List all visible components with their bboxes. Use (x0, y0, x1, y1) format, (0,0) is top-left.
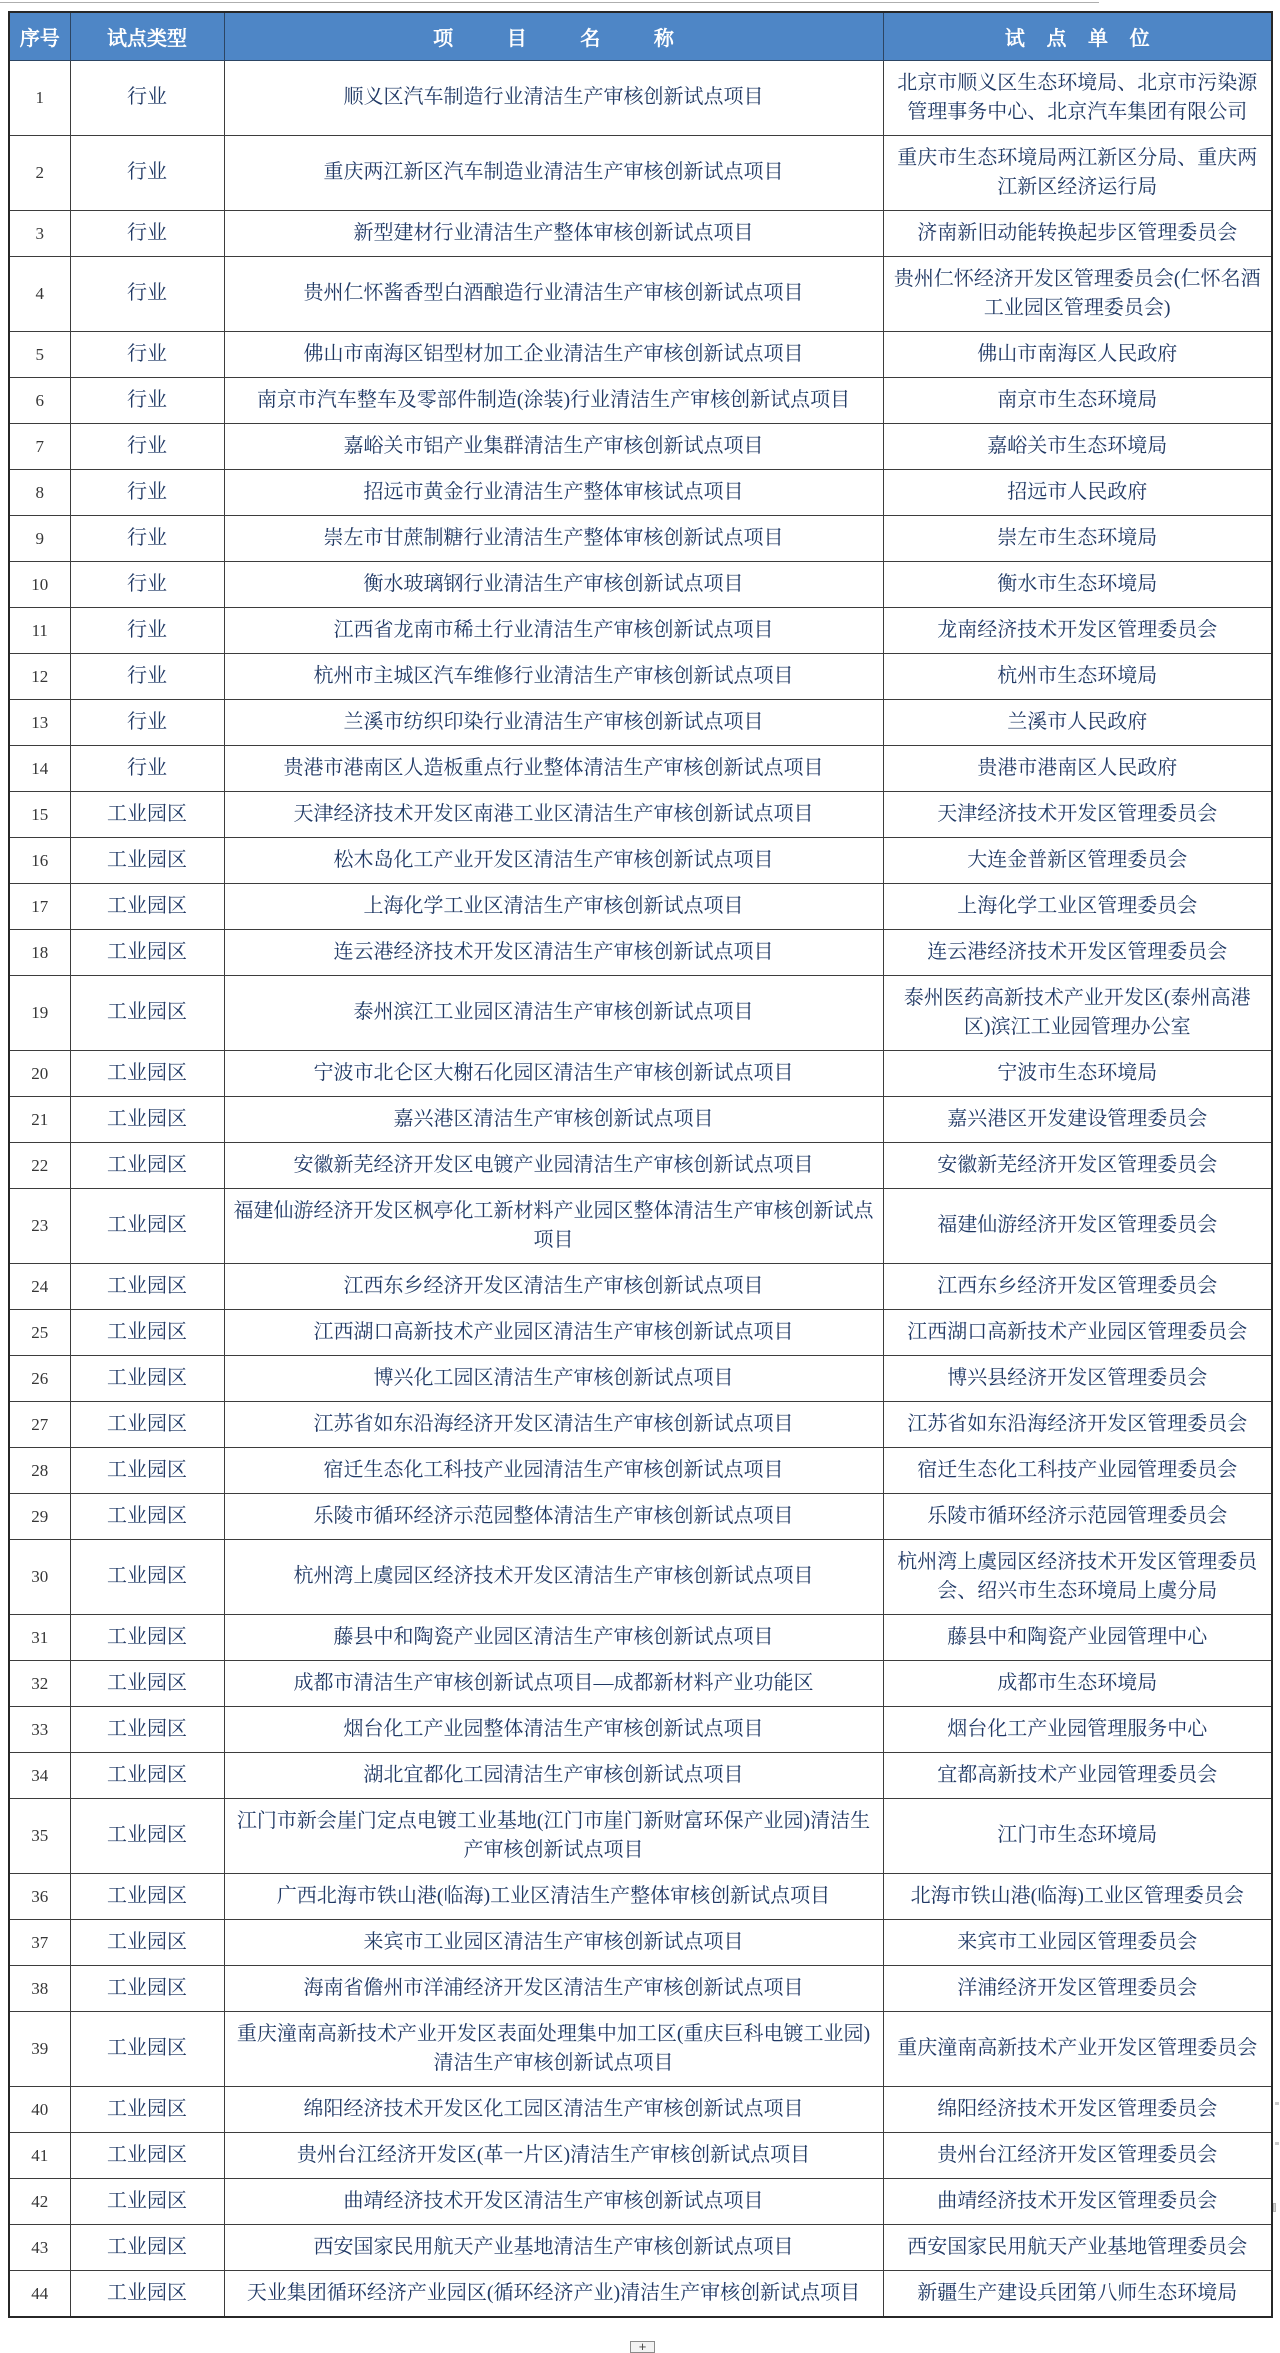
cell-project-name: 兰溪市纺织印染行业清洁生产审核创新试点项目 (224, 699, 883, 745)
table-row (9, 2086, 1272, 2132)
cell-project-name: 松木岛化工产业开发区清洁生产审核创新试点项目 (224, 837, 883, 883)
cell-pilot-unit: 重庆潼南高新技术产业开发区管理委员会 (883, 2011, 1272, 2086)
cell-pilot-type: 工业园区 (70, 1706, 224, 1752)
cell-serial-number: 41 (9, 2132, 70, 2178)
cell-pilot-type: 工业园区 (70, 1873, 224, 1919)
cell-pilot-unit: 泰州医药高新技术产业开发区(泰州高港区)滨江工业园管理办公室 (883, 975, 1272, 1050)
cell-pilot-type: 工业园区 (70, 1050, 224, 1096)
cell-project-name: 嘉兴港区清洁生产审核创新试点项目 (224, 1096, 883, 1142)
cell-serial-number: 13 (9, 699, 70, 745)
cell-project-name: 海南省儋州市洋浦经济开发区清洁生产审核创新试点项目 (224, 1965, 883, 2011)
cell-project-name: 来宾市工业园区清洁生产审核创新试点项目 (224, 1919, 883, 1965)
cell-pilot-type: 工业园区 (70, 2086, 224, 2132)
cell-serial-number: 11 (9, 607, 70, 653)
table-row (9, 653, 1272, 699)
cell-serial-number: 1 (9, 60, 70, 135)
table-row (9, 1309, 1272, 1355)
cell-pilot-unit: 江西东乡经济开发区管理委员会 (883, 1263, 1272, 1309)
cell-pilot-type: 行业 (70, 423, 224, 469)
cell-pilot-unit: 贵港市港南区人民政府 (883, 745, 1272, 791)
cell-serial-number: 26 (9, 1355, 70, 1401)
cell-project-name: 贵州台江经济开发区(革一片区)清洁生产审核创新试点项目 (224, 2132, 883, 2178)
cell-pilot-type: 工业园区 (70, 1355, 224, 1401)
table-row (9, 561, 1272, 607)
cell-pilot-unit: 杭州市生态环境局 (883, 653, 1272, 699)
cell-project-name: 重庆潼南高新技术产业开发区表面处理集中加工区(重庆巨科电镀工业园)清洁生产审核创新试点项目 (224, 2011, 883, 2086)
cell-project-name: 宁波市北仑区大榭石化园区清洁生产审核创新试点项目 (224, 1050, 883, 1096)
table-row (9, 1706, 1272, 1752)
cell-pilot-unit: 衡水市生态环境局 (883, 561, 1272, 607)
cell-project-name: 上海化学工业区清洁生产审核创新试点项目 (224, 883, 883, 929)
scrollbar-artifact (1275, 2102, 1279, 2105)
cell-serial-number: 18 (9, 929, 70, 975)
cell-serial-number: 42 (9, 2178, 70, 2224)
table-row (9, 837, 1272, 883)
column-header-pilot-unit: 试 点 单 位 (883, 12, 1272, 60)
cell-pilot-unit: 江西湖口高新技术产业园区管理委员会 (883, 1309, 1272, 1355)
cell-pilot-unit: 兰溪市人民政府 (883, 699, 1272, 745)
cell-project-name: 泰州滨江工业园区清洁生产审核创新试点项目 (224, 975, 883, 1050)
cell-pilot-unit: 烟台化工产业园管理服务中心 (883, 1706, 1272, 1752)
cell-project-name: 南京市汽车整车及零部件制造(涂装)行业清洁生产审核创新试点项目 (224, 377, 883, 423)
table-row (9, 1614, 1272, 1660)
cell-serial-number: 14 (9, 745, 70, 791)
table-row (9, 2132, 1272, 2178)
table-row (9, 745, 1272, 791)
cell-pilot-unit: 南京市生态环境局 (883, 377, 1272, 423)
document-crop-line-artifact (0, 2, 1099, 3)
cell-serial-number: 29 (9, 1493, 70, 1539)
cell-project-name: 江西省龙南市稀土行业清洁生产审核创新试点项目 (224, 607, 883, 653)
cell-serial-number: 43 (9, 2224, 70, 2270)
column-header-pilot-type: 试点类型 (70, 12, 224, 60)
cell-project-name: 顺义区汽车制造行业清洁生产审核创新试点项目 (224, 60, 883, 135)
cell-serial-number: 5 (9, 331, 70, 377)
cell-project-name: 宿迁生态化工科技产业园清洁生产审核创新试点项目 (224, 1447, 883, 1493)
cell-pilot-type: 工业园区 (70, 1263, 224, 1309)
cell-project-name: 安徽新芜经济开发区电镀产业园清洁生产审核创新试点项目 (224, 1142, 883, 1188)
cell-pilot-type: 行业 (70, 607, 224, 653)
cell-project-name: 福建仙游经济开发区枫亭化工新材料产业园区整体清洁生产审核创新试点项目 (224, 1188, 883, 1263)
cell-serial-number: 30 (9, 1539, 70, 1614)
table-row (9, 2011, 1272, 2086)
cell-pilot-unit: 洋浦经济开发区管理委员会 (883, 1965, 1272, 2011)
cell-pilot-type: 工业园区 (70, 1142, 224, 1188)
cell-pilot-unit: 乐陵市循环经济示范园管理委员会 (883, 1493, 1272, 1539)
cell-project-name: 成都市清洁生产审核创新试点项目—成都新材料产业功能区 (224, 1660, 883, 1706)
cell-serial-number: 16 (9, 837, 70, 883)
cell-serial-number: 34 (9, 1752, 70, 1798)
cell-serial-number: 33 (9, 1706, 70, 1752)
cell-pilot-type: 工业园区 (70, 1660, 224, 1706)
cell-pilot-unit: 杭州湾上虞园区经济技术开发区管理委员会、绍兴市生态环境局上虞分局 (883, 1539, 1272, 1614)
cell-pilot-type: 工业园区 (70, 791, 224, 837)
cell-pilot-type: 工业园区 (70, 1752, 224, 1798)
cell-pilot-type: 工业园区 (70, 837, 224, 883)
cell-project-name: 贵州仁怀酱香型白酒酿造行业清洁生产审核创新试点项目 (224, 256, 883, 331)
cell-pilot-unit: 佛山市南海区人民政府 (883, 331, 1272, 377)
cell-pilot-type: 工业园区 (70, 2224, 224, 2270)
cell-pilot-type: 工业园区 (70, 975, 224, 1050)
table-row (9, 1919, 1272, 1965)
cell-project-name: 江西东乡经济开发区清洁生产审核创新试点项目 (224, 1263, 883, 1309)
cell-pilot-unit: 北海市铁山港(临海)工业区管理委员会 (883, 1873, 1272, 1919)
table-row (9, 210, 1272, 256)
cell-pilot-unit: 藤县中和陶瓷产业园管理中心 (883, 1614, 1272, 1660)
cell-pilot-unit: 成都市生态环境局 (883, 1660, 1272, 1706)
cell-pilot-unit: 济南新旧动能转换起步区管理委员会 (883, 210, 1272, 256)
cell-pilot-type: 工业园区 (70, 2011, 224, 2086)
cell-pilot-unit: 贵州仁怀经济开发区管理委员会(仁怀名酒工业园区管理委员会) (883, 256, 1272, 331)
cell-project-name: 连云港经济技术开发区清洁生产审核创新试点项目 (224, 929, 883, 975)
cell-pilot-type: 工业园区 (70, 2132, 224, 2178)
cell-project-name: 藤县中和陶瓷产业园区清洁生产审核创新试点项目 (224, 1614, 883, 1660)
cell-pilot-unit: 贵州台江经济开发区管理委员会 (883, 2132, 1272, 2178)
scrollbar-artifact (1275, 2142, 1279, 2145)
cell-serial-number: 3 (9, 210, 70, 256)
cell-serial-number: 24 (9, 1263, 70, 1309)
cell-project-name: 佛山市南海区铝型材加工企业清洁生产审核创新试点项目 (224, 331, 883, 377)
cell-serial-number: 27 (9, 1401, 70, 1447)
cell-serial-number: 31 (9, 1614, 70, 1660)
cell-serial-number: 8 (9, 469, 70, 515)
cell-pilot-type: 行业 (70, 561, 224, 607)
cell-pilot-type: 行业 (70, 515, 224, 561)
table-row (9, 60, 1272, 135)
cell-pilot-type: 工业园区 (70, 1614, 224, 1660)
table-body (9, 60, 1272, 2317)
table-row (9, 1873, 1272, 1919)
cell-pilot-type: 工业园区 (70, 2270, 224, 2317)
cell-serial-number: 38 (9, 1965, 70, 2011)
table-row (9, 791, 1272, 837)
cell-project-name: 博兴化工园区清洁生产审核创新试点项目 (224, 1355, 883, 1401)
cell-pilot-unit: 西安国家民用航天产业基地管理委员会 (883, 2224, 1272, 2270)
cell-serial-number: 37 (9, 1919, 70, 1965)
cell-pilot-unit: 福建仙游经济开发区管理委员会 (883, 1188, 1272, 1263)
cell-pilot-unit: 上海化学工业区管理委员会 (883, 883, 1272, 929)
cell-pilot-unit: 新疆生产建设兵团第八师生态环境局 (883, 2270, 1272, 2317)
cell-pilot-type: 行业 (70, 60, 224, 135)
cell-project-name: 西安国家民用航天产业基地清洁生产审核创新试点项目 (224, 2224, 883, 2270)
cell-pilot-type: 工业园区 (70, 1919, 224, 1965)
cell-serial-number: 23 (9, 1188, 70, 1263)
table-header (9, 12, 1272, 60)
cell-pilot-type: 行业 (70, 256, 224, 331)
cell-pilot-unit: 江门市生态环境局 (883, 1798, 1272, 1873)
cell-project-name: 乐陵市循环经济示范园整体清洁生产审核创新试点项目 (224, 1493, 883, 1539)
cell-project-name: 烟台化工产业园整体清洁生产审核创新试点项目 (224, 1706, 883, 1752)
cell-pilot-unit: 北京市顺义区生态环境局、北京市污染源管理事务中心、北京汽车集团有限公司 (883, 60, 1272, 135)
cell-serial-number: 39 (9, 2011, 70, 2086)
cell-serial-number: 25 (9, 1309, 70, 1355)
cell-serial-number: 4 (9, 256, 70, 331)
cell-pilot-unit: 连云港经济技术开发区管理委员会 (883, 929, 1272, 975)
cell-pilot-type: 工业园区 (70, 1539, 224, 1614)
cell-project-name: 贵港市港南区人造板重点行业整体清洁生产审核创新试点项目 (224, 745, 883, 791)
table-row (9, 607, 1272, 653)
cell-serial-number: 21 (9, 1096, 70, 1142)
table-row (9, 1798, 1272, 1873)
cell-project-name: 新型建材行业清洁生产整体审核创新试点项目 (224, 210, 883, 256)
cell-serial-number: 7 (9, 423, 70, 469)
scrollbar-artifact (1273, 2203, 1276, 2212)
cell-pilot-type: 行业 (70, 210, 224, 256)
cell-serial-number: 36 (9, 1873, 70, 1919)
cell-pilot-unit: 绵阳经济技术开发区管理委员会 (883, 2086, 1272, 2132)
cell-pilot-unit: 嘉峪关市生态环境局 (883, 423, 1272, 469)
cell-serial-number: 22 (9, 1142, 70, 1188)
cell-project-name: 招远市黄金行业清洁生产整体审核试点项目 (224, 469, 883, 515)
table-row (9, 423, 1272, 469)
column-header-project-name: 项 目 名 称 (224, 12, 883, 60)
cell-pilot-type: 工业园区 (70, 929, 224, 975)
table-row (9, 1401, 1272, 1447)
cell-project-name: 绵阳经济技术开发区化工园区清洁生产审核创新试点项目 (224, 2086, 883, 2132)
cell-pilot-type: 行业 (70, 653, 224, 699)
cell-pilot-unit: 宁波市生态环境局 (883, 1050, 1272, 1096)
table-row (9, 2178, 1272, 2224)
cell-pilot-type: 行业 (70, 699, 224, 745)
table-row (9, 699, 1272, 745)
table-row (9, 883, 1272, 929)
table-row (9, 1355, 1272, 1401)
table-row (9, 2224, 1272, 2270)
table-row (9, 2270, 1272, 2317)
cell-serial-number: 28 (9, 1447, 70, 1493)
table-row (9, 929, 1272, 975)
pilot-projects-table (8, 11, 1273, 2318)
cell-project-name: 杭州湾上虞园区经济技术开发区清洁生产审核创新试点项目 (224, 1539, 883, 1614)
cell-pilot-type: 工业园区 (70, 1493, 224, 1539)
cell-pilot-unit: 江苏省如东沿海经济开发区管理委员会 (883, 1401, 1272, 1447)
column-header-serial-number: 序号 (9, 12, 70, 60)
table-row (9, 1752, 1272, 1798)
table-row (9, 256, 1272, 331)
cell-serial-number: 20 (9, 1050, 70, 1096)
cell-serial-number: 35 (9, 1798, 70, 1873)
cell-pilot-unit: 大连金普新区管理委员会 (883, 837, 1272, 883)
cell-pilot-unit: 安徽新芜经济开发区管理委员会 (883, 1142, 1272, 1188)
table-row (9, 1447, 1272, 1493)
cell-serial-number: 32 (9, 1660, 70, 1706)
table-row (9, 1263, 1272, 1309)
cell-project-name: 湖北宜都化工园清洁生产审核创新试点项目 (224, 1752, 883, 1798)
table-row (9, 331, 1272, 377)
cell-project-name: 江苏省如东沿海经济开发区清洁生产审核创新试点项目 (224, 1401, 883, 1447)
table-row (9, 1965, 1272, 2011)
cell-pilot-type: 行业 (70, 135, 224, 210)
cell-pilot-unit: 宿迁生态化工科技产业园管理委员会 (883, 1447, 1272, 1493)
cell-pilot-unit: 龙南经济技术开发区管理委员会 (883, 607, 1272, 653)
cell-pilot-unit: 招远市人民政府 (883, 469, 1272, 515)
add-row-plus-button[interactable]: + (630, 2341, 655, 2353)
cell-serial-number: 6 (9, 377, 70, 423)
cell-pilot-type: 工业园区 (70, 1096, 224, 1142)
cell-pilot-type: 工业园区 (70, 2178, 224, 2224)
cell-project-name: 天业集团循环经济产业园区(循环经济产业)清洁生产审核创新试点项目 (224, 2270, 883, 2317)
cell-project-name: 嘉峪关市铝产业集群清洁生产审核创新试点项目 (224, 423, 883, 469)
cell-pilot-type: 工业园区 (70, 1401, 224, 1447)
cell-pilot-unit: 来宾市工业园区管理委员会 (883, 1919, 1272, 1965)
cell-pilot-unit: 嘉兴港区开发建设管理委员会 (883, 1096, 1272, 1142)
cell-project-name: 崇左市甘蔗制糖行业清洁生产整体审核创新试点项目 (224, 515, 883, 561)
table-row (9, 135, 1272, 210)
cell-pilot-type: 工业园区 (70, 1798, 224, 1873)
cell-pilot-type: 行业 (70, 331, 224, 377)
cell-pilot-type: 行业 (70, 745, 224, 791)
cell-pilot-type: 工业园区 (70, 1965, 224, 2011)
cell-serial-number: 44 (9, 2270, 70, 2317)
cell-pilot-unit: 博兴县经济开发区管理委员会 (883, 1355, 1272, 1401)
table-row (9, 469, 1272, 515)
table-row (9, 1142, 1272, 1188)
table-row (9, 377, 1272, 423)
cell-pilot-unit: 曲靖经济技术开发区管理委员会 (883, 2178, 1272, 2224)
cell-project-name: 重庆两江新区汽车制造业清洁生产审核创新试点项目 (224, 135, 883, 210)
cell-serial-number: 9 (9, 515, 70, 561)
cell-project-name: 曲靖经济技术开发区清洁生产审核创新试点项目 (224, 2178, 883, 2224)
cell-pilot-type: 工业园区 (70, 883, 224, 929)
cell-pilot-type: 行业 (70, 377, 224, 423)
cell-pilot-type: 行业 (70, 469, 224, 515)
table-row (9, 1539, 1272, 1614)
header-row (9, 12, 1272, 60)
cell-pilot-type: 工业园区 (70, 1309, 224, 1355)
cell-serial-number: 15 (9, 791, 70, 837)
cell-project-name: 江门市新会崖门定点电镀工业基地(江门市崖门新财富环保产业园)清洁生产审核创新试点项目 (224, 1798, 883, 1873)
cell-pilot-unit: 宜都高新技术产业园管理委员会 (883, 1752, 1272, 1798)
cell-serial-number: 2 (9, 135, 70, 210)
table-row (9, 1493, 1272, 1539)
cell-pilot-unit: 天津经济技术开发区管理委员会 (883, 791, 1272, 837)
cell-serial-number: 19 (9, 975, 70, 1050)
cell-pilot-unit: 重庆市生态环境局两江新区分局、重庆两江新区经济运行局 (883, 135, 1272, 210)
table-row (9, 1188, 1272, 1263)
cell-pilot-unit: 崇左市生态环境局 (883, 515, 1272, 561)
table-row (9, 515, 1272, 561)
cell-project-name: 广西北海市铁山港(临海)工业区清洁生产整体审核创新试点项目 (224, 1873, 883, 1919)
cell-serial-number: 12 (9, 653, 70, 699)
table-row (9, 1660, 1272, 1706)
cell-pilot-type: 工业园区 (70, 1188, 224, 1263)
cell-project-name: 江西湖口高新技术产业园区清洁生产审核创新试点项目 (224, 1309, 883, 1355)
table-row (9, 1096, 1272, 1142)
cell-project-name: 衡水玻璃钢行业清洁生产审核创新试点项目 (224, 561, 883, 607)
table-row (9, 975, 1272, 1050)
cell-serial-number: 40 (9, 2086, 70, 2132)
cell-project-name: 天津经济技术开发区南港工业区清洁生产审核创新试点项目 (224, 791, 883, 837)
cell-pilot-type: 工业园区 (70, 1447, 224, 1493)
table-row (9, 1050, 1272, 1096)
cell-serial-number: 17 (9, 883, 70, 929)
cell-serial-number: 10 (9, 561, 70, 607)
cell-project-name: 杭州市主城区汽车维修行业清洁生产审核创新试点项目 (224, 653, 883, 699)
